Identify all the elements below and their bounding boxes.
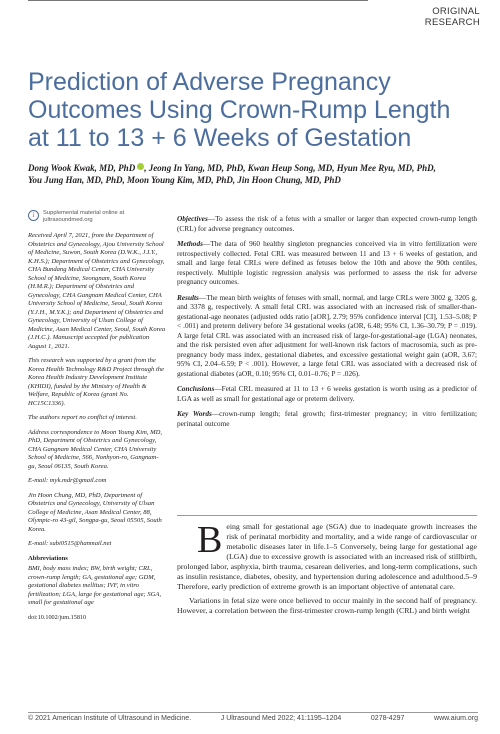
drop-cap: B — [197, 519, 223, 561]
correspondence-address: Address correspondence to Moon Young Kim, MD, PhD, Department of Obstetrics and Gynecology, CHA Gangnam Medical Center, CHA University School of Medicine, 566, Nonhyon-ro, Gangnam-gu, Seoul 06135, South Korea. — [28, 428, 163, 470]
received-note: Received April 7, 2021, from the Department of Obstetrics and Gynecology, Ajou University School of Medicine, Suwon, South Korea (D.W.K., J.I.Y., K.H.S.); Department of Obstetrics and Gynecology, CHA Bundang Medical Center, CHA University School of Medicine, Seongnam, South Korea (H.M.R.); Department of Obstetrics and Gynecology, CHA Gangnam Medical Center, CHA University School of Medicine, Seoul, South Korea (Y.J.H., M.Y.K.); and Department of Obstetrics and Gynecology, University of Ulsan College of Medicine, Asan Medical Center, Seoul, South Korea (J.H.C.). Manuscript accepted for publication August 1, 2021. — [28, 232, 166, 350]
author-line2: You Jung Han, MD, PhD, Moon Young Kim, MD, PhD, Jin Hoon Chung, MD, PhD — [28, 175, 341, 185]
results-heading: Results — [177, 292, 199, 302]
author-list — [28, 162, 478, 186]
issn: 0278-4297 — [370, 715, 405, 722]
abstract-conclusions — [177, 384, 477, 403]
objectives-text: —To assess the risk of a fetus with a smaller or larger than expected crown-rump length (CRL) for adverse pregnancy outcomes. — [177, 214, 477, 233]
body-text — [177, 519, 477, 620]
copyright: © 2021 American Institute of Ultrasound in Medicine. — [28, 715, 192, 722]
methods-heading: Methods — [177, 239, 203, 248]
supplemental-text: Supplemental material online at jultrasoundmed.org — [43, 210, 125, 223]
paragraph-1-text: eing small for gestational age (SGA) due to inadequate growth increases the risk of perinatal morbidity and mortality, and a wide range of cardiovascular or metabolic diseases later in life.1–5 Conversely, being large for gestational age (LGA) due to excessive growth is associated with an increased risk of stillbirth, prolonged labor, asphyxia, birth trauma, cesarean deliveries, and long-term complications, such as insulin resistance, diabetes, obesity, and hypertension during adolescence and adulthood.5–9 Therefore, early prediction of extreme growth is an important objective of antenatal care. — [177, 522, 477, 591]
abstract-keywords — [177, 409, 477, 428]
conclusions-heading: Conclusions — [177, 384, 215, 393]
page-footer — [28, 715, 478, 722]
author-line1-rest: , Jeong In Yang, MD, PhD, Kwan Heup Song, MD, Hyun Mee Ryu, MD, PhD, — [144, 163, 436, 173]
supplemental-note[interactable] — [28, 210, 166, 224]
journal-citation: J Ultrasound Med 2022; 41:1195–1204 — [220, 715, 342, 722]
second-address: Jin Hoon Chung, MD, PhD, Department of Obstetrics and Gynecology, University of Ulsan College of Medicine, Asan Medical Center, 88, Olympic-ro 43-gil, Songpa-gu, Seoul 05505, South Korea. — [28, 491, 162, 533]
article-title: Prediction of Adverse Pregnancy Outcomes Using Crown-Rump Length at 11 to 13 + 6 Weeks of Gestation — [28, 68, 451, 152]
objectives-heading: Objectives — [177, 214, 208, 223]
keywords-text: —crown-rump length; fetal growth; first-trimester pregnancy; in vitro fertilization; perinatal outcome — [177, 409, 477, 428]
author-first: Dong Wook Kwak, MD, PhD — [28, 163, 136, 173]
second-email[interactable]: E-mail: subi0515@hanmail.net — [28, 540, 112, 547]
website-link[interactable]: www.aium.org — [434, 715, 478, 722]
keywords-heading: Key Words — [177, 409, 212, 418]
body-paragraph — [177, 519, 477, 592]
abstract-methods — [177, 239, 477, 287]
sidebar-notes — [28, 210, 166, 622]
body-paragraph-2: Variations in fetal size were once believed to occur mainly in the second half of pregnancy. However, a correlation between the first-trimester crown-rump length (CRL) and birth weight — [177, 596, 477, 615]
abstract-results — [177, 293, 477, 379]
results-text: —The mean birth weights of fetuses with small, normal, and large CRLs were 3002 g, 3205 g, and 3378 g, respectively. A small fetal CRL was associated with an increased risk of smaller-than-gestational-age neonates (adjusted odds ratio [aOR], 2.79; 95% confidence interval [CI], 1.53–5.08; P < .001) and preterm delivery before 34 gestational weeks (aOR, 6.48; 95% CI, 1.36–30.79; P = .019). A large fetal CRL was associated with an increased risk of large-for-gestational-age (LGA) neonates, and the risk persisted even after adjustment for well-known risk factors of macrosomia, such as pre-pregnancy body mass index, gestational diabetes, and excessive gestational weight gain (aOR, 3.67; 95% CI, 2.04–6.59; P < .001). However, a large fetal CRL was associated with a decreased risk of gestational diabetes (aOR, 0.10; 95% CI, 0.01–0.76; P = .026). — [177, 292, 477, 378]
footer-rule — [28, 712, 478, 713]
abstract-objectives — [177, 214, 477, 233]
methods-text: —The data of 960 healthy singleton pregnancies conceived via in vitro fertilization were retrospectively collected. Fetal CRL was measured between 11 and 13 + 6 weeks of gestation, and small and large fetal CRLs were defined as fetuses below the 10th and above the 90th centiles, respectively. Multiple logistic regression analysis was performed to assess the risk for adverse pregnancy outcomes. — [177, 239, 477, 286]
funding-note: This research was supported by a grant from the Korea Health Technology R&D Project through the Korea Health Industry Development Institute (KHIDI), funded by the Ministry of Health & Welfare, Republic of Korea (grant No. HC15C1336). — [28, 357, 165, 407]
conclusions-text: —Fetal CRL measured at 11 to 13 + 6 weeks gestation is worth using as a predictor of LGA as well as small for gestational age or preterm delivery. — [177, 384, 477, 403]
info-icon: i — [28, 210, 39, 221]
top-rule — [28, 0, 368, 1]
abbreviations-text: BMI, body mass index; BW, birth weight; CRL, crown-rump length; GA, gestational age; GDM, gestational diabetes mellitus; IVF, in vitro fertilization; LGA, large for gestational age; SGA, small for gestational age — [28, 565, 162, 606]
correspondence-email[interactable]: E-mail: myk.mdr@gmail.com — [28, 477, 107, 484]
conflict-note: The authors report no conflict of interest. — [28, 414, 137, 421]
section-label: ORIGINAL RESEARCH — [424, 6, 480, 28]
doi[interactable]: doi:10.1002/jum.15810 — [28, 613, 87, 621]
abbreviations-heading: Abbreviations — [28, 554, 68, 562]
abstract — [177, 214, 477, 434]
abstract-divider — [177, 515, 477, 516]
